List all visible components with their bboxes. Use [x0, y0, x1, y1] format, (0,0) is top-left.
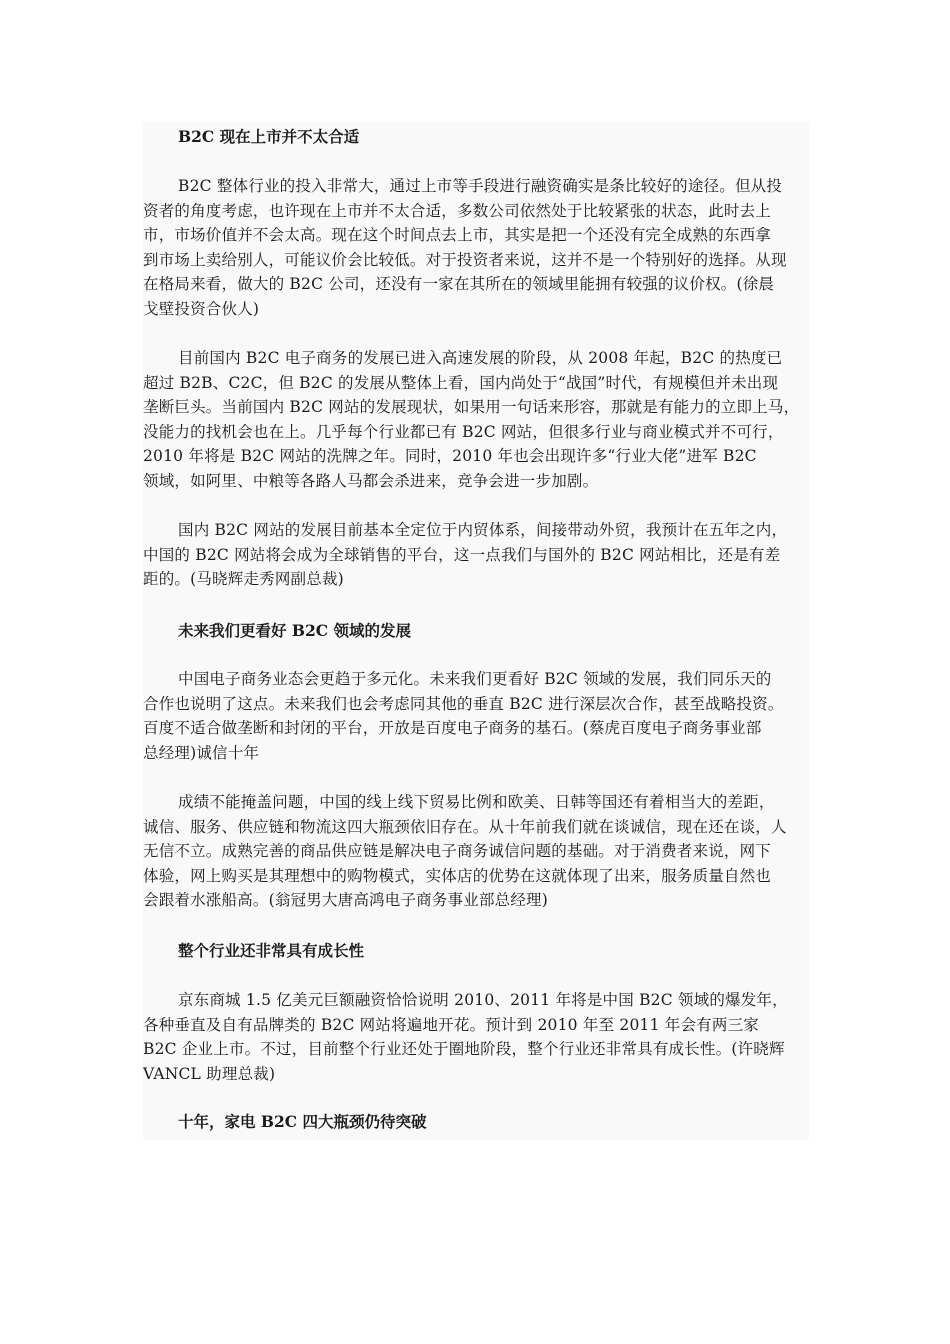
paragraph [143, 174, 809, 321]
paragraph-line: 各种垂直及自有品牌类的 B2C 网站将遍地开花。预计到 2010 年至 2011 年会有两三家 [143, 1015, 759, 1034]
section-heading: 未来我们更看好 B2C 领域的发展 [178, 621, 412, 640]
document-page [143, 122, 809, 1140]
paragraph-line: 到市场上卖给别人，可能议价会比较低。对于投资者来说，这并不是一个特别好的选择。从现 [143, 250, 787, 269]
paragraph [143, 346, 809, 493]
paragraph-line: 目前国内 B2C 电子商务的发展已进入高速发展的阶段，从 2008 年起，B2C 的热度已 [178, 349, 783, 367]
paragraph-line: 中国电子商务业态会更趋于多元化。未来我们更看好 B2C 领域的发展，我们同乐天的 [178, 670, 772, 688]
section-heading: 整个行业还非常具有成长性 [178, 941, 365, 960]
paragraph-line: 无信不立。成熟完善的商品供应链是解决电子商务诚信问题的基础。对于消费者来说，网下 [143, 842, 772, 860]
paragraph [143, 790, 809, 913]
paragraph-line: 会跟着水涨船高。(翁冠男大唐高鸿电子商务事业部总经理) [143, 891, 548, 909]
paragraph [143, 518, 809, 592]
section-heading: B2C 现在上市并不太合适 [178, 127, 360, 146]
paragraph-line: 合作也说明了这点。未来我们也会考虑同其他的垂直 B2C 进行深层次合作，甚至战略投资。 [143, 694, 784, 713]
paragraph-line: 超过 B2B、C2C，但 B2C 的发展从整体上看，国内尚处于“战国”时代，有规模但并未出现 [143, 373, 779, 392]
paragraph-line: 诚信、服务、供应链和物流这四大瓶颈依旧存在。从十年前我们就在谈诚信，现在还在谈，人 [143, 817, 787, 836]
paragraph-line: 市，市场价值并不会太高。现在这个时间点去上市，其实是把一个还没有完全成熟的东西拿 [143, 226, 772, 244]
paragraph-line: B2C 整体行业的投入非常大，通过上市等手段进行融资确实是条比较好的途径。但从投 [178, 177, 783, 195]
paragraph-line: 总经理)诚信十年 [143, 743, 260, 762]
paragraph-line: 距的。(马晓辉走秀网副总裁) [143, 570, 344, 588]
paragraph [143, 667, 809, 765]
paragraph-line: 没能力的找机会也在上。几乎每个行业都已有 B2C 网站，但很多行业与商业模式并不可行， [143, 422, 784, 441]
paragraph-line: 百度不适合做垄断和封闭的平台，开放是百度电子商务的基石。(蔡虎百度电子商务事业部 [143, 719, 762, 737]
paragraph-line: 戈壁投资合伙人) [143, 299, 260, 318]
paragraph-line: 领域，如阿里、中粮等各路人马都会杀进来，竞争会进一步加剧。 [143, 471, 599, 490]
paragraph-line: 体验，网上购买是其理想中的购物模式，实体店的优势在这就体现了出来，服务质量自然也 [143, 866, 772, 885]
paragraph-line: 2010 年将是 B2C 网站的洗牌之年。同时，2010 年也会出现许多“行业大佬”进军 B2C [143, 447, 757, 465]
paragraph-line: 国内 B2C 网站的发展目前基本全定位于内贸体系，间接带动外贸，我预计在五年之内， [178, 521, 788, 539]
paragraph-line: B2C 企业上市。不过，目前整个行业还处于圈地阶段，整个行业还非常具有成长性。(许晓辉 [143, 1040, 785, 1058]
paragraph-line: 在格局来看，做大的 B2C 公司，还没有一家在其所在的领域里能拥有较强的议价权。(徐晨 [143, 275, 775, 293]
paragraph [143, 988, 809, 1086]
paragraph-line: 垄断巨头。当前国内 B2C 网站的发展现状，如果用一句话来形容，那就是有能力的立即上马， [143, 398, 800, 416]
section-heading: 十年，家电 B2C 四大瓶颈仍待突破 [178, 1112, 427, 1131]
paragraph-line: 成绩不能掩盖问题，中国的线上线下贸易比例和欧美、日韩等国还有着相当大的差距， [178, 793, 775, 811]
paragraph-line: 京东商城 1.5 亿美元巨额融资恰恰说明 2010、2011 年将是中国 B2C 领域的爆发年， [178, 991, 788, 1009]
paragraph-line: 中国的 B2C 网站将会成为全球销售的平台，这一点我们与国外的 B2C 网站相比，还是有差 [143, 545, 781, 564]
paragraph-line: 资者的角度考虑，也许现在上市并不太合适，多数公司依然处于比较紧张的状态，此时去上 [143, 201, 772, 220]
paragraph-line: VANCL 助理总裁) [143, 1064, 276, 1083]
